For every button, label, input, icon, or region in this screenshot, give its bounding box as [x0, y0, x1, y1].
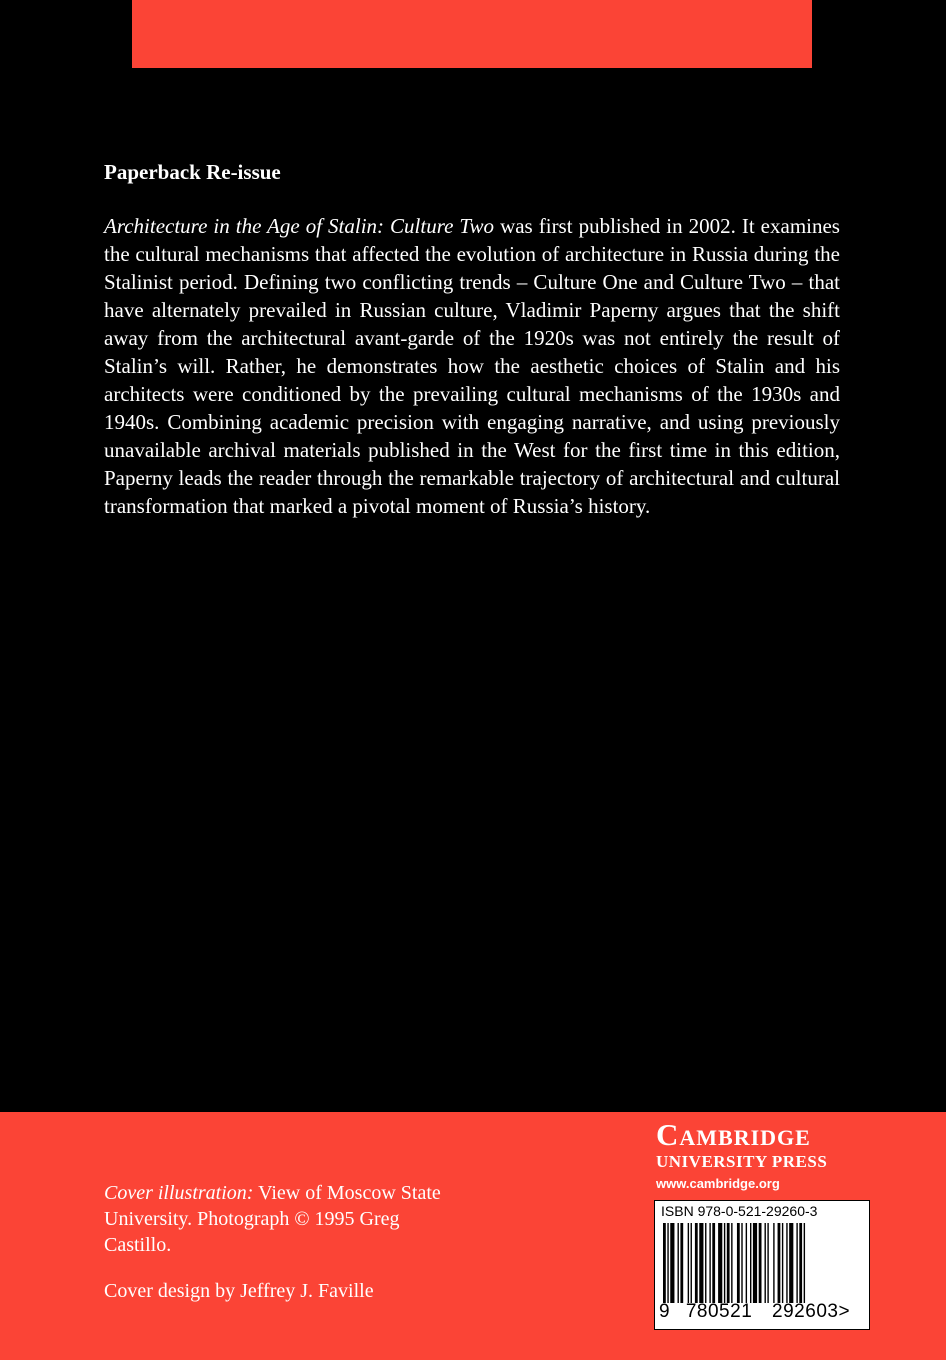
barcode-bar — [746, 1223, 747, 1303]
publisher-name: Cambridge — [656, 1117, 811, 1152]
top-color-band — [132, 0, 812, 68]
barcode-bar — [767, 1223, 768, 1303]
barcode-box — [654, 1200, 870, 1330]
book-title: Architecture in the Age of Stalin: Culture Two — [104, 214, 495, 238]
barcode-bar — [789, 1223, 793, 1303]
page-heading: Paperback Re-issue — [104, 160, 281, 184]
barcode-bar — [691, 1223, 692, 1303]
barcode-bar — [737, 1223, 740, 1303]
barcode-bar — [759, 1223, 762, 1303]
barcode-first-digit: 9 — [659, 1301, 671, 1322]
cover-illustration-label: Cover illustration: — [104, 1182, 254, 1204]
barcode-bar — [670, 1223, 674, 1303]
barcode-bar — [695, 1223, 698, 1303]
barcode-bar — [778, 1223, 781, 1303]
barcode-bar — [663, 1223, 666, 1303]
cover-illustration-credit — [104, 1180, 464, 1258]
barcode-digits — [659, 1301, 865, 1323]
barcode-bar — [667, 1223, 668, 1303]
barcode-bar — [680, 1223, 683, 1303]
blurb-paragraph — [104, 212, 840, 520]
publisher-url: www.cambridge.org — [656, 1176, 780, 1191]
barcode-bar — [705, 1223, 706, 1303]
publisher-logo — [656, 1118, 868, 1191]
cover-illustration-text: View of Moscow State University. Photograph © 1995 Greg Castillo. — [104, 1182, 441, 1256]
barcode-bar — [782, 1223, 783, 1303]
barcode-bars — [663, 1223, 859, 1303]
barcode-bar — [753, 1223, 757, 1303]
barcode-bar — [786, 1223, 787, 1303]
barcode-right-digits: 292603 — [772, 1301, 839, 1322]
barcode-bar — [741, 1223, 742, 1303]
barcode-bar — [799, 1223, 802, 1303]
cover-design-credit: Cover design by Jeffrey J. Faville — [104, 1280, 374, 1302]
barcode-bar — [796, 1223, 797, 1303]
publisher-subtitle: UNIVERSITY PRESS — [656, 1152, 828, 1171]
barcode-bar — [724, 1223, 725, 1303]
isbn-label: ISBN 978-0-521-29260-3 — [661, 1203, 818, 1219]
barcode-bar — [727, 1223, 730, 1303]
barcode-bar — [731, 1223, 732, 1303]
credits-block — [104, 1180, 464, 1324]
barcode-bar — [678, 1223, 679, 1303]
barcode-bar — [804, 1223, 805, 1303]
barcode-bar — [712, 1223, 715, 1303]
barcode-bar — [718, 1223, 722, 1303]
barcode-bar — [688, 1223, 689, 1303]
blurb-body: was first published in 2002. It examines the cultural mechanisms that affected the evolution of architecture in Russia during the Stalinist period. Defining two conflicting trends – Culture One and Culture Two – that have alternately prevailed in Russian culture, Vladimir Paperny argues that the shift away from the architectural avant-garde of the 1920s was not entirely the result of Stalin’s will. Rather, he demonstrates how the aesthetic choices of Stalin and his architects were conditioned by the prevailing cultural mechanisms of the 1930s and 1940s. Combining academic precision with engaging narrative, and using previously unavailable archival materials published in the West for the first time in this edition, Paperny leads the reader through the remarkable trajectory of architectural and cultural transformation that marked a pivotal moment of Russia’s history. — [104, 214, 840, 518]
barcode-left-digits: 780521 — [685, 1301, 753, 1322]
barcode-bar — [773, 1223, 774, 1303]
barcode-bar — [750, 1223, 751, 1303]
barcode-marker: > — [838, 1301, 851, 1322]
barcode-bar — [709, 1223, 710, 1303]
barcode-bar — [765, 1223, 766, 1303]
barcode-bar — [699, 1223, 703, 1303]
